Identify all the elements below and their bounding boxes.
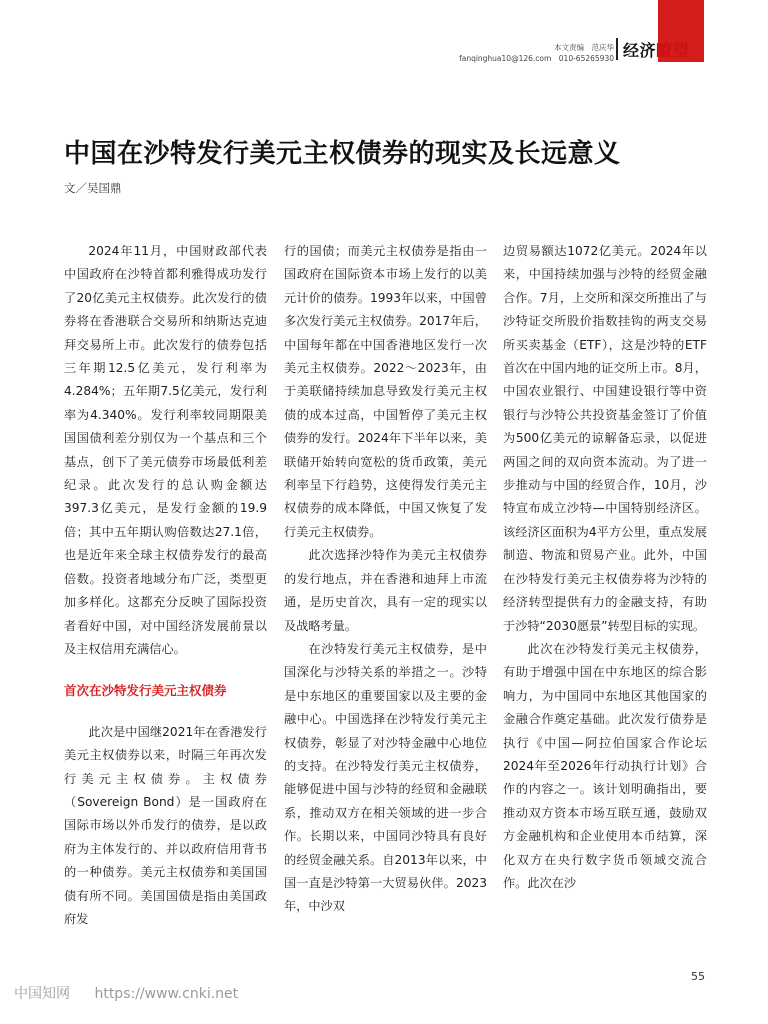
text-column-1	[64, 240, 267, 931]
page-number: 55	[691, 970, 705, 983]
paragraph: 此次选择沙特作为美元主权债券的发行地点，并在香港和迪拜上市流通，是历史首次，具有一定的现实以及战略考量。	[284, 548, 487, 633]
column-name	[623, 38, 689, 61]
text-column-2	[284, 240, 487, 919]
footer-brand: 中国知网	[14, 986, 70, 1002]
column-accent: 瞭望	[656, 41, 690, 60]
footer-url[interactable]: https://www.cnki.net	[94, 986, 239, 1002]
header-meta	[459, 42, 614, 64]
paragraph: 行的国债；而美元主权债券是指由一国政府在国际资本市场上发行的以美元计价的债券。1993年以来，中国曾多次发行美元主权债券。2017年后，中国每年都在中国香港地区发行一次美元主权债券。2022～2023年，由于美联储持续加息导致发行美元主权债的成本过高，中国暂停了美元主权债券的发行。2024年下半年以来，美联储开始转向宽松的货币政策，美元利率呈下行趋势，这使得发行美元主权债券的成本降低，中国又恢复了发行美元主权债券。	[284, 244, 487, 539]
paragraph: 2024年11月，中国财政部代表中国政府在沙特首都利雅得成功发行了20亿美元主权债券。此次发行的债券将在香港联合交易所和纳斯达克迪拜交易所上市。此次发行的债券包括三年期12.5亿美元，发行利率为4.284%；五年期7.5亿美元，发行利率为4.340%。发行利率较同期限美国国债利差分别仅为一个基点和三个基点，创下了美元债券市场最低利差纪录。此次发行的总认购金额达397.3亿美元，是发行金额的19.9倍；其中五年期认购倍数达27.1倍，也是近年来全球主权债券发行的最高倍数。投资者地域分布广泛，类型更加多样化。这都充分反映了国际投资者看好中国，对中国经济发展前景以及主权信用充满信心。	[64, 244, 267, 656]
paragraph: 边贸易额达1072亿美元。2024年以来，中国持续加强与沙特的经贸金融合作。7月，上交所和深交所推出了与沙特证交所股价指数挂钩的两支交易所买卖基金（ETF），这是沙特的ETF首次在中国内地的证交所上市。8月，中国农业银行、中国建设银行等中资银行与沙特公共投资基金签订了价值为500亿美元的谅解备忘录，以促进两国之间的双向资本流动。为了进一步推动与中国的经贸合作，10月，沙特宣布成立沙特—中国特别经济区。该经济区面积为4平方公里，重点发展制造、物流和贸易产业。此外，中国在沙特发行美元主权债券将为沙特的经济转型提供有力的金融支持，有助于沙特“2030愿景”转型目标的实现。	[503, 244, 707, 633]
byline: 文／吴国鼎	[64, 181, 122, 195]
editor-line: 本文责编 范庆华	[554, 43, 614, 52]
footer	[14, 983, 258, 1003]
header-divider	[616, 38, 618, 60]
paragraph: 在沙特发行美元主权债券，是中国深化与沙特关系的举措之一。沙特是中东地区的重要国家以及主要的金融中心。中国选择在沙特发行美元主权债券，彰显了对沙特金融中心地位的支持。在沙特发行美元主权债券，能够促进中国与沙特的经贸和金融联系，推动双方在相关领域的进一步合作。长期以来，中国同沙特具有良好的经贸金融关系。自2013年以来，中国一直是沙特第一大贸易伙伴。2023年，中沙双	[284, 641, 487, 914]
contact-line: fanqinghua10@126.com 010-65265930	[459, 54, 614, 63]
paragraph: 此次在沙特发行美元主权债券，有助于增强中国在中东地区的综合影响力，为中国同中东地区其他国家的金融合作奠定基础。此次发行债券是执行《中国—阿拉伯国家合作论坛2024年至2026年行动执行计划》合作的内容之一。该计划明确指出，要推动双方资本市场互联互通，鼓励双方金融机构和企业使用本币结算，深化双方在央行数字货币领域交流合作。此次在沙	[503, 641, 707, 890]
article-title: 中国在沙特发行美元主权债券的现实及长远意义	[64, 139, 621, 169]
text-column-3	[503, 240, 707, 895]
column-prefix: 经济	[623, 41, 657, 60]
paragraph: 此次是中国继2021年在香港发行美元主权债券以来，时隔三年再次发行美元主权债券。主权债券（Sovereign Bond）是一国政府在国际市场以外币发行的债券，是以政府为主体发行的、并以政府信用背书的一种债券。美元主权债券和美国国债有所不同。美国国债是指由美国政府发	[64, 724, 267, 926]
section-heading: 首次在沙特发行美元主权债券	[64, 683, 227, 699]
